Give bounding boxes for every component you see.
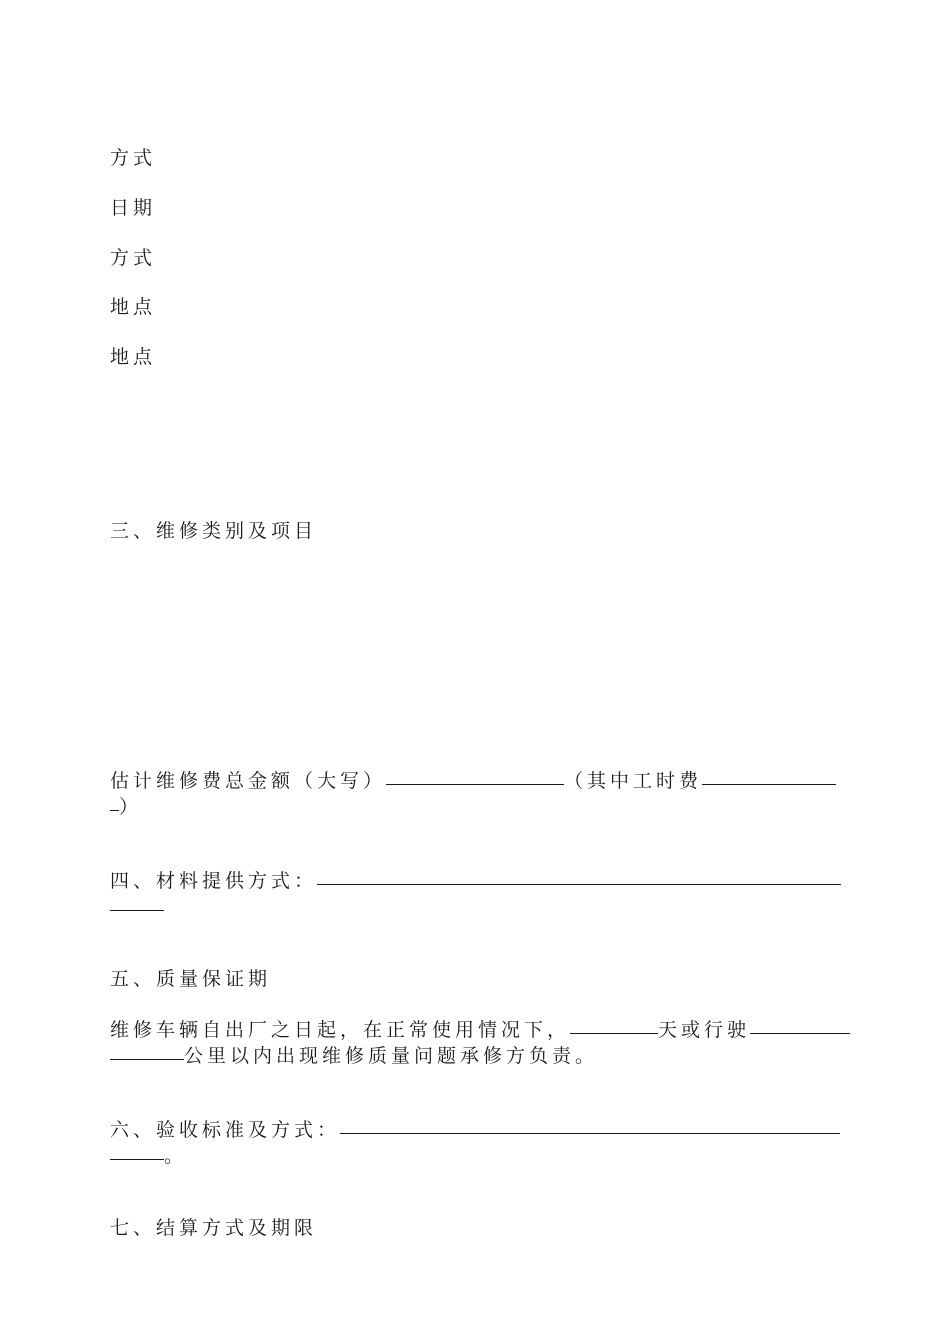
field-label-date: 日期 (110, 197, 157, 219)
warranty-text-start: 维修车辆自出厂之日起，在正常使用情况下， (110, 1019, 571, 1041)
warranty-days-blank (570, 1015, 658, 1034)
estimate-label: 估计维修费总金额（大写） (110, 770, 387, 792)
section-4-line-2 (110, 894, 164, 920)
warranty-km-blank-cont (110, 1041, 184, 1060)
acceptance-blank-cont (110, 1141, 164, 1160)
section-6-line-1 (110, 1117, 840, 1143)
estimate-line-2 (110, 794, 142, 820)
acceptance-blank (340, 1115, 840, 1134)
labor-fee-blank-cont (110, 792, 119, 811)
section-6-heading: 六、验收标准及方式： (110, 1119, 341, 1141)
field-label-location-1: 地点 (110, 296, 157, 318)
section-5-line-1 (110, 1017, 850, 1043)
estimate-line-1 (110, 768, 836, 794)
labor-fee-blank (702, 766, 836, 785)
field-label-method-2: 方式 (110, 247, 157, 269)
section-5-line-2 (110, 1043, 598, 1069)
estimate-close-paren: ） (119, 796, 143, 818)
section-7-heading: 七、结算方式及期限 (110, 1217, 318, 1239)
estimate-labor-label: （其中工时费 (564, 770, 703, 792)
material-method-blank-cont (110, 892, 164, 911)
warranty-text-mid: 天或行驶 (658, 1019, 751, 1041)
warranty-text-end: 公里以内出现维修质量问题承修方负责。 (184, 1045, 599, 1067)
field-label-location-2: 地点 (110, 346, 157, 368)
section-4-heading: 四、材料提供方式： (110, 870, 318, 892)
section-6-end: 。 (164, 1145, 188, 1167)
section-6-line-2 (110, 1143, 187, 1169)
section-5-heading: 五、质量保证期 (110, 968, 272, 990)
section-4-line-1 (110, 868, 841, 894)
estimate-amount-blank (386, 766, 564, 785)
field-label-method-1: 方式 (110, 147, 157, 169)
warranty-km-blank (750, 1015, 850, 1034)
section-3-heading: 三、维修类别及项目 (110, 520, 318, 542)
material-method-blank (317, 866, 841, 885)
